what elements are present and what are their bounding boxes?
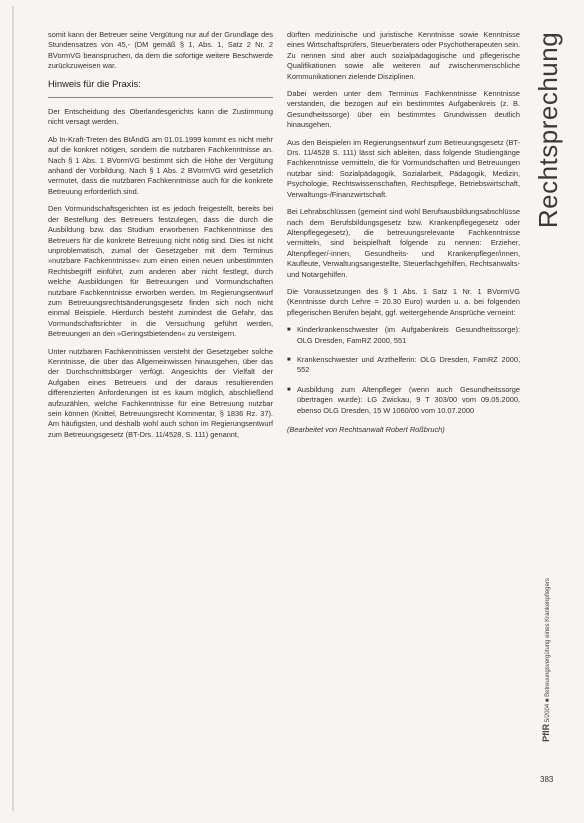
paragraph: Bei Lehrabschlüssen (gemeint sind wohl Berufsausbildungsabschlüsse nach dem Berufsbildungsgesetz bzw. Krankenpflegegesetz oder Altenpflegegesetz), die betreuungsrelevante Fachkenntnisse vermitteln, sind beispielhaft folgende zu nennen: Erzieher, Altenpfleger/-innen, Gesundheits- und Krankenpfleger/innen, Kaufleute, Verwaltungsangestellte, Steuerfachgehilfen, Rechtsanwalts- und Notargehilfen. [287, 207, 520, 279]
section-title: Rechtsprechung [533, 31, 563, 229]
author-byline: (Bearbeitet von Rechtsanwalt Robert Roßbruch) [287, 425, 445, 434]
left-column [48, 30, 273, 447]
paragraph: dürften medizinische und juristische Kenntnisse sowie Kenntnisse eines Wirtschaftsprüfers, Steuerberaters oder Psychotherapeuten sein. Zu nennen sind aber auch sozialpädagogische und pflegerische Qualifikationen sowie alle weiteren auf zwischenmenschliche Kommunikationen zielende Disziplinen. [287, 30, 520, 81]
list-item: ■ Kinderkrankenschwester (im Aufgabenkreis Gesundheitssorge): OLG Dresden, FamRZ 2000, 551 [287, 325, 520, 346]
section-heading: Hinweis für die Praxis: [48, 77, 141, 89]
journal-logo: PflR [541, 723, 551, 742]
paragraph: Dabei werden unter dem Terminus Fachkenntnisse Kenntnisse verstanden, die bezogen auf ein bestimmtes Aufgabenkreis (z. B. Gesundheitssorge) über ein bestimmtes Grundwissen deutlich hinausgehen. [287, 89, 520, 130]
intro-paragraph: somit kann der Betreuer seine Vergütung nur auf der Grundlage des Stundensatzes von 45,- (DM gemäß § 1, Abs. 1, Satz 2 Nr. 2 BVormVG beanspruchen, da dem die sofortige weitere Beschwerde zurückzuweisen war. [48, 30, 273, 71]
list-item: ■ Krankenschwester und Arzthelferin: OLG Dresden, FamRZ 2000, 552 [287, 355, 520, 376]
paragraph: Der Entscheidung des Oberlandesgerichts kann die Zustimmung nicht versagt werden. [48, 107, 273, 127]
page-number: 383 [540, 775, 554, 784]
paragraph: Ab In-Kraft-Treten des BtÄndG am 01.01.1999 kommt es nicht mehr auf die konkret nötigen, sondern die nutzbaren Fachkenntnisse an. Nach § 1 Abs. 1 BVormVG bestimmt sich die Höhe der Vergütung anhand der Vorbildung. Nach § 1 Abs. 2 BVormVG wird gesetzlich vermutet, dass die nutzbaren Fachkenntnisse auch für die konkrete Betreuung erforderlich sind. [48, 134, 273, 196]
right-column [287, 30, 520, 442]
case-list [287, 325, 520, 416]
journal-footer [540, 540, 552, 780]
paragraph: Unter nutzbaren Fachkenntnissen versteht der Gesetzgeber solche Kenntnisse, die über das Allgemeinwissen hinausgehen, über das der Durchschnittsbürger verfügt. Angesichts der Vielfalt der Aufgaben eines Betreuers und der daraus resultierenden differenzierten Anforderungen ist es kaum möglich, abschließend aufzuzählen, welche Fachkenntnisse für eine Betreuung nutzbar sein können (Knittel, Betreuungsrecht Kommentar, § 1836 Rz. 37). Am häufigsten, und deshalb wohl auch schon im Regierungsentwurf zum Betreuungsgesetz (BT-Drs. 11/4528, S. 111) genannt, [48, 346, 273, 439]
list-item: ■ Ausbildung zum Altenpfleger (wenn auch Gesundheitssorge übertragen wurde): LG Zwickau, 9 T 303/00 vom 09.05.2000, ebenso OLG Dresden, 15 W 1060/00 vom 10.07.2000 [287, 385, 520, 416]
paragraph: Den Vormundschaftsgerichten ist es jedoch freigestellt, bereits bei der Bestellung des Betreuers festzulegen, dass die durch die Ausbildung bzw. das Studium erworbenen Fachkenntnisse des Betreuers für die konkrete Betreuung nicht nötig sind. Dies ist nicht unproblematisch, zumal der Gesetzgeber mit dem Terminus »nutzbare Fachkenntnisse« zum einen einen neuen unbestimmten Rechtsbegriff einführt, zum anderen aber nicht festlegt, durch welche Ausbildungen für Betreuungen und Vormundschaften nutzbare Fachkenntnisse erworben werden. Im Regierungsentwurf zum Betreuungsrechtsänderungsgesetz finden sich noch nicht einmal Beispiele. Hierdurch besteht zumindest die Gefahr, das Vormundschaftsrichter in die Versuchung geführt werden, Betreuungen an den »Geringstbietenden« zu versteigern. [48, 204, 273, 339]
paragraph: Die Voraussetzungen des § 1 Abs. 1 Satz 1 Nr. 1 BVormVG (Kenntnisse durch Lehre = 20.30 Euro) wurden u. a. bei folgenden pflegerischen Berufen bejaht, ggf. weitergehende Ansprüche verneint: [287, 286, 520, 317]
footer-text: 5/2004 ■ Betreuungsvergütung eines Krankenpflegers [545, 578, 551, 723]
heading-rule [48, 97, 273, 98]
page-edge [12, 6, 14, 811]
paragraph: Aus den Beispielen im Regierungsentwurf zum Betreuungsgesetz (BT-Drs. 11/4528 S. 111) lässt sich ableiten, dass folgende Studiengänge Fachkenntnisse vermitteln, die für Vormundschaften und Betreuungen nutzbar sind: Sozialpädagogik, Sozialarbeit, Pädagogik, Medizin, Psychologie, Rechtswissenschaften, Rechtspflege, Betriebswirtschaft, Verwaltungs-/Finanzwirtschaft. [287, 137, 520, 199]
